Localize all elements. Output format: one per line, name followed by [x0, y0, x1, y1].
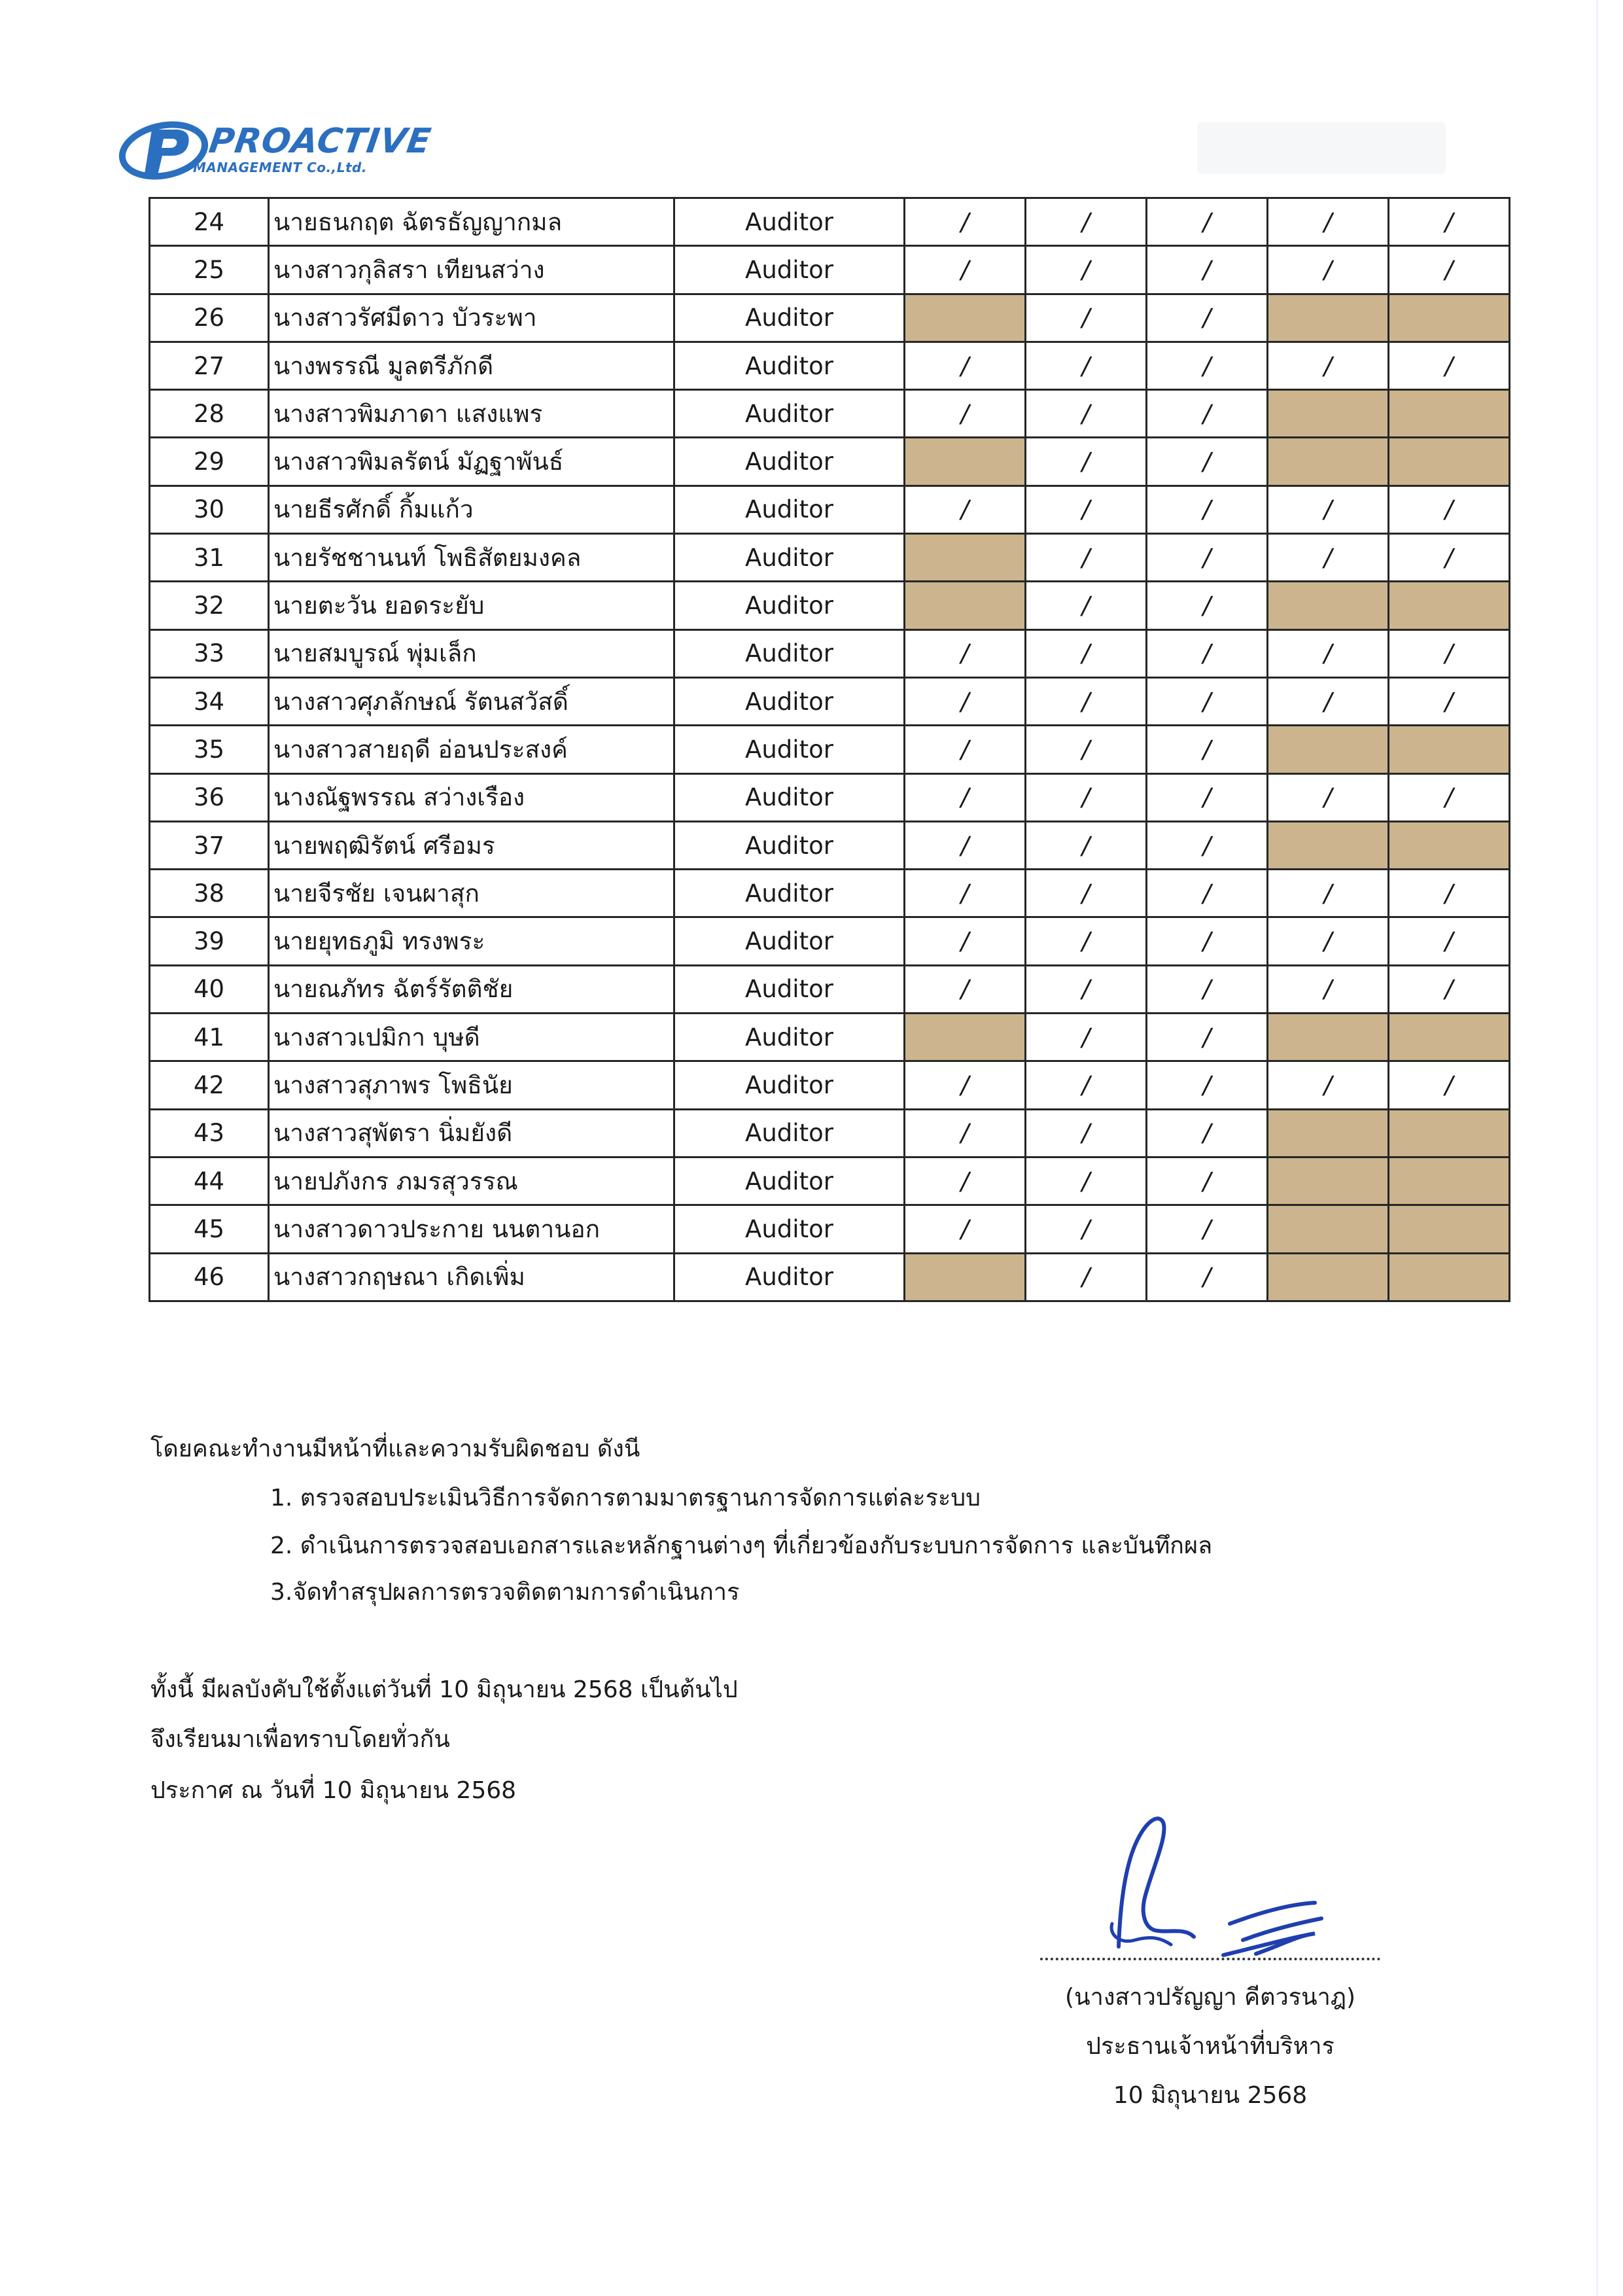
check-mark: /: [1147, 677, 1268, 725]
auditor-name: นางสาวพิมภาดา แสงแพร: [269, 390, 674, 438]
logo-wordmark: PROACTIVE: [206, 122, 434, 161]
auditor-position: Auditor: [674, 486, 905, 533]
check-mark: /: [1026, 1109, 1147, 1157]
auditor-position: Auditor: [674, 1014, 905, 1061]
row-number: 33: [150, 629, 269, 677]
check-mark: /: [1026, 821, 1147, 869]
check-mark: /: [1147, 821, 1268, 869]
table-row: [150, 1157, 1510, 1205]
row-number: 30: [150, 486, 269, 533]
row-number: 27: [150, 342, 269, 389]
check-mark: /: [1268, 486, 1389, 533]
check-mark: /: [1026, 917, 1147, 965]
auditor-name: นางสาวสุพัตรา นิ่มยังดี: [269, 1109, 674, 1157]
duties-intro: โดยคณะทำงานมีหน้าที่และความรับผิดชอบ ดังนี: [150, 1436, 640, 1462]
check-mark: /: [1147, 1157, 1268, 1205]
check-mark: /: [1268, 773, 1389, 821]
check-mark: /: [1147, 773, 1268, 821]
check-mark: /: [1026, 773, 1147, 821]
auditor-position: Auditor: [674, 1061, 905, 1109]
check-mark: /: [905, 246, 1026, 294]
shaded-cell: [1389, 1157, 1510, 1205]
check-mark: /: [1147, 965, 1268, 1013]
check-mark: /: [1147, 342, 1268, 389]
row-number: 25: [150, 246, 269, 294]
row-number: 40: [150, 965, 269, 1013]
table-row: [150, 486, 1510, 533]
auditor-name: นางสาวศุภลักษณ์ รัตนสวัสดิ์: [269, 677, 674, 725]
auditor-position: Auditor: [674, 773, 905, 821]
check-mark: /: [1389, 342, 1510, 389]
row-number: 36: [150, 773, 269, 821]
table-row: [150, 677, 1510, 725]
signatory-date: 10 มิถุนายน 2568: [1113, 2082, 1308, 2109]
check-mark: /: [1268, 917, 1389, 965]
auditor-name: นายจีรชัย เจนผาสุก: [269, 870, 674, 917]
shaded-cell: [905, 582, 1026, 629]
shaded-cell: [1268, 726, 1389, 773]
check-mark: /: [1026, 1253, 1147, 1301]
table-row: [150, 870, 1510, 917]
check-mark: /: [1147, 629, 1268, 677]
check-mark: /: [1268, 534, 1389, 582]
auditor-position: Auditor: [674, 198, 905, 246]
check-mark: /: [1389, 486, 1510, 533]
check-mark: /: [1147, 1205, 1268, 1253]
auditor-position: Auditor: [674, 582, 905, 629]
auditor-name: นายธีรศักดิ์ กิ้มแก้ว: [269, 486, 674, 533]
row-number: 39: [150, 917, 269, 965]
check-mark: /: [905, 773, 1026, 821]
notice-text: จึงเรียนมาเพื่อทราบโดยทั่วกัน: [150, 1726, 450, 1753]
auditor-name: นางพรรณี มูลตรีภักดี: [269, 342, 674, 389]
shaded-cell: [905, 534, 1026, 582]
auditor-table-body: [150, 198, 1510, 1301]
check-mark: /: [905, 726, 1026, 773]
table-row: [150, 198, 1510, 246]
shaded-cell: [905, 1253, 1026, 1301]
check-mark: /: [1026, 246, 1147, 294]
auditor-position: Auditor: [674, 965, 905, 1013]
shaded-cell: [905, 1014, 1026, 1061]
check-mark: /: [905, 629, 1026, 677]
auditor-position: Auditor: [674, 821, 905, 869]
check-mark: /: [905, 1205, 1026, 1253]
check-mark: /: [1389, 246, 1510, 294]
check-mark: /: [1268, 1061, 1389, 1109]
check-mark: /: [1147, 582, 1268, 629]
auditor-position: Auditor: [674, 246, 905, 294]
check-mark: /: [1026, 438, 1147, 486]
auditor-position: Auditor: [674, 870, 905, 917]
auditor-name: นางสาวสายฤดี อ่อนประสงค์: [269, 726, 674, 773]
auditor-name: นางสาวพิมลรัตน์ มัฏฐาพันธ์: [269, 438, 674, 486]
auditor-name: นางสาวดาวประกาย นนตานอก: [269, 1205, 674, 1253]
shaded-cell: [1268, 1205, 1389, 1253]
auditor-position: Auditor: [674, 294, 905, 342]
auditor-position: Auditor: [674, 1253, 905, 1301]
table-row: [150, 629, 1510, 677]
check-mark: /: [1147, 438, 1268, 486]
shaded-cell: [1389, 821, 1510, 869]
shaded-cell: [1389, 294, 1510, 342]
check-mark: /: [1268, 870, 1389, 917]
table-row: [150, 534, 1510, 582]
row-number: 41: [150, 1014, 269, 1061]
shaded-cell: [1268, 1253, 1389, 1301]
row-number: 29: [150, 438, 269, 486]
check-mark: /: [905, 342, 1026, 389]
check-mark: /: [905, 965, 1026, 1013]
check-mark: /: [905, 677, 1026, 725]
auditor-name: นายรัชชานนท์ โพธิสัตยมงคล: [269, 534, 674, 582]
shaded-cell: [1389, 1205, 1510, 1253]
check-mark: /: [1147, 486, 1268, 533]
shaded-cell: [1268, 294, 1389, 342]
table-row: [150, 773, 1510, 821]
check-mark: /: [1026, 629, 1147, 677]
row-number: 42: [150, 1061, 269, 1109]
check-mark: /: [905, 917, 1026, 965]
check-mark: /: [1147, 1061, 1268, 1109]
check-mark: /: [1026, 1205, 1147, 1253]
shaded-cell: [1268, 1157, 1389, 1205]
table-row: [150, 1061, 1510, 1109]
auditor-name: นายยุทธภูมิ ทรงพระ: [269, 917, 674, 965]
check-mark: /: [1026, 342, 1147, 389]
check-mark: /: [1147, 198, 1268, 246]
shaded-cell: [1389, 726, 1510, 773]
shaded-cell: [905, 294, 1026, 342]
row-number: 46: [150, 1253, 269, 1301]
check-mark: /: [1389, 965, 1510, 1013]
auditor-position: Auditor: [674, 677, 905, 725]
auditor-name: นายสมบูรณ์ พุ่มเล็ก: [269, 629, 674, 677]
shaded-cell: [1389, 1253, 1510, 1301]
shaded-cell: [1389, 390, 1510, 438]
auditor-name: นายธนกฤต ฉัตรธัญญากมล: [269, 198, 674, 246]
signatory-title: ประธานเจ้าหน้าที่บริหาร: [1086, 2033, 1335, 2060]
check-mark: /: [1147, 246, 1268, 294]
check-mark: /: [905, 821, 1026, 869]
table-row: [150, 1014, 1510, 1061]
check-mark: /: [1147, 917, 1268, 965]
faint-watermark: [1197, 122, 1446, 174]
shaded-cell: [1389, 438, 1510, 486]
auditor-position: Auditor: [674, 342, 905, 389]
check-mark: /: [905, 390, 1026, 438]
auditor-table: [148, 197, 1510, 1302]
row-number: 26: [150, 294, 269, 342]
duty-item: 1. ตรวจสอบประเมินวิธีการจัดการตามมาตรฐานการจัดการแต่ละระบบ: [270, 1485, 981, 1511]
check-mark: /: [1026, 486, 1147, 533]
table-row: [150, 726, 1510, 773]
auditor-position: Auditor: [674, 1109, 905, 1157]
check-mark: /: [1389, 534, 1510, 582]
table-row: [150, 1109, 1510, 1157]
check-mark: /: [905, 1109, 1026, 1157]
check-mark: /: [1389, 917, 1510, 965]
table-row: [150, 294, 1510, 342]
row-number: 44: [150, 1157, 269, 1205]
check-mark: /: [1389, 773, 1510, 821]
duty-item: 3.จัดทำสรุปผลการตรวจติดตามการดำเนินการ: [270, 1579, 740, 1606]
check-mark: /: [1026, 1157, 1147, 1205]
company-logo: [118, 118, 434, 183]
check-mark: /: [1147, 1109, 1268, 1157]
check-mark: /: [1268, 342, 1389, 389]
row-number: 32: [150, 582, 269, 629]
auditor-name: นายปภังกร ภมรสุวรรณ: [269, 1157, 674, 1205]
signature: [1047, 1799, 1387, 1963]
check-mark: /: [1147, 390, 1268, 438]
check-mark: /: [1268, 677, 1389, 725]
signature-line: [1040, 1958, 1380, 1960]
row-number: 35: [150, 726, 269, 773]
auditor-position: Auditor: [674, 726, 905, 773]
check-mark: /: [1389, 870, 1510, 917]
check-mark: /: [1147, 294, 1268, 342]
check-mark: /: [1026, 390, 1147, 438]
page-edge: [1596, 0, 1598, 2296]
table-row: [150, 342, 1510, 389]
check-mark: /: [1268, 629, 1389, 677]
table-row: [150, 390, 1510, 438]
check-mark: /: [1147, 1014, 1268, 1061]
check-mark: /: [1026, 294, 1147, 342]
shaded-cell: [1268, 1109, 1389, 1157]
announcement-date-text: ประกาศ ณ วันที่ 10 มิถุนายน 2568: [150, 1777, 517, 1804]
check-mark: /: [1026, 1014, 1147, 1061]
row-number: 43: [150, 1109, 269, 1157]
check-mark: /: [905, 870, 1026, 917]
check-mark: /: [1389, 1061, 1510, 1109]
check-mark: /: [1026, 198, 1147, 246]
shaded-cell: [1268, 438, 1389, 486]
shaded-cell: [1389, 1014, 1510, 1061]
signatory-name: (นางสาวปรัญญา คีตวรนาฎ): [1064, 1984, 1356, 2011]
shaded-cell: [1268, 1014, 1389, 1061]
auditor-position: Auditor: [674, 390, 905, 438]
check-mark: /: [1026, 582, 1147, 629]
check-mark: /: [1389, 198, 1510, 246]
table-row: [150, 1205, 1510, 1253]
row-number: 28: [150, 390, 269, 438]
table-row: [150, 965, 1510, 1013]
check-mark: /: [1268, 965, 1389, 1013]
check-mark: /: [1147, 870, 1268, 917]
check-mark: /: [1026, 870, 1147, 917]
auditor-position: Auditor: [674, 1205, 905, 1253]
check-mark: /: [905, 486, 1026, 533]
table-row: [150, 246, 1510, 294]
auditor-name: นายณภัทร ฉัตร์รัตติชัย: [269, 965, 674, 1013]
check-mark: /: [1268, 246, 1389, 294]
check-mark: /: [1026, 534, 1147, 582]
auditor-name: นางณัฐพรรณ สว่างเรือง: [269, 773, 674, 821]
logo-subtext: MANAGEMENT Co.,Ltd.: [193, 160, 367, 175]
auditor-position: Auditor: [674, 917, 905, 965]
auditor-name: นางสาวกฤษณา เกิดเพิ่ม: [269, 1253, 674, 1301]
auditor-name: นายพฤฒิรัตน์ ศรีอมร: [269, 821, 674, 869]
table-row: [150, 582, 1510, 629]
table-row: [150, 821, 1510, 869]
check-mark: /: [1026, 1061, 1147, 1109]
check-mark: /: [905, 1157, 1026, 1205]
auditor-position: Auditor: [674, 1157, 905, 1205]
auditor-name: นางสาวรัศมีดาว บัวระพา: [269, 294, 674, 342]
check-mark: /: [1026, 677, 1147, 725]
check-mark: /: [1026, 726, 1147, 773]
row-number: 37: [150, 821, 269, 869]
row-number: 34: [150, 677, 269, 725]
shaded-cell: [1268, 821, 1389, 869]
check-mark: /: [905, 198, 1026, 246]
shaded-cell: [1268, 582, 1389, 629]
auditor-name: นางสาวสุภาพร โพธินัย: [269, 1061, 674, 1109]
check-mark: /: [1026, 965, 1147, 1013]
shaded-cell: [1268, 390, 1389, 438]
shaded-cell: [1389, 1109, 1510, 1157]
check-mark: /: [1389, 629, 1510, 677]
effective-date-text: ทั้งนี้ มีผลบังคับใช้ตั้งแต่วันที่ 10 มิถุนายน 2568 เป็นต้นไป: [150, 1676, 738, 1703]
auditor-name: นางสาวเปมิกา บุษดี: [269, 1014, 674, 1061]
row-number: 45: [150, 1205, 269, 1253]
check-mark: /: [1268, 198, 1389, 246]
auditor-position: Auditor: [674, 438, 905, 486]
shaded-cell: [1389, 582, 1510, 629]
row-number: 31: [150, 534, 269, 582]
auditor-position: Auditor: [674, 534, 905, 582]
check-mark: /: [1147, 1253, 1268, 1301]
duty-item: 2. ดำเนินการตรวจสอบเอกสารและหลักฐานต่างๆ ที่เกี่ยวข้องกับระบบการจัดการ และบันทึกผล: [270, 1532, 1213, 1559]
check-mark: /: [905, 1061, 1026, 1109]
row-number: 38: [150, 870, 269, 917]
shaded-cell: [905, 438, 1026, 486]
table-row: [150, 917, 1510, 965]
auditor-position: Auditor: [674, 629, 905, 677]
check-mark: /: [1147, 534, 1268, 582]
auditor-name: นายตะวัน ยอดระยับ: [269, 582, 674, 629]
check-mark: /: [1147, 726, 1268, 773]
table-row: [150, 1253, 1510, 1301]
auditor-name: นางสาวกุลิสรา เทียนสว่าง: [269, 246, 674, 294]
check-mark: /: [1389, 677, 1510, 725]
row-number: 24: [150, 198, 269, 246]
table-row: [150, 438, 1510, 486]
